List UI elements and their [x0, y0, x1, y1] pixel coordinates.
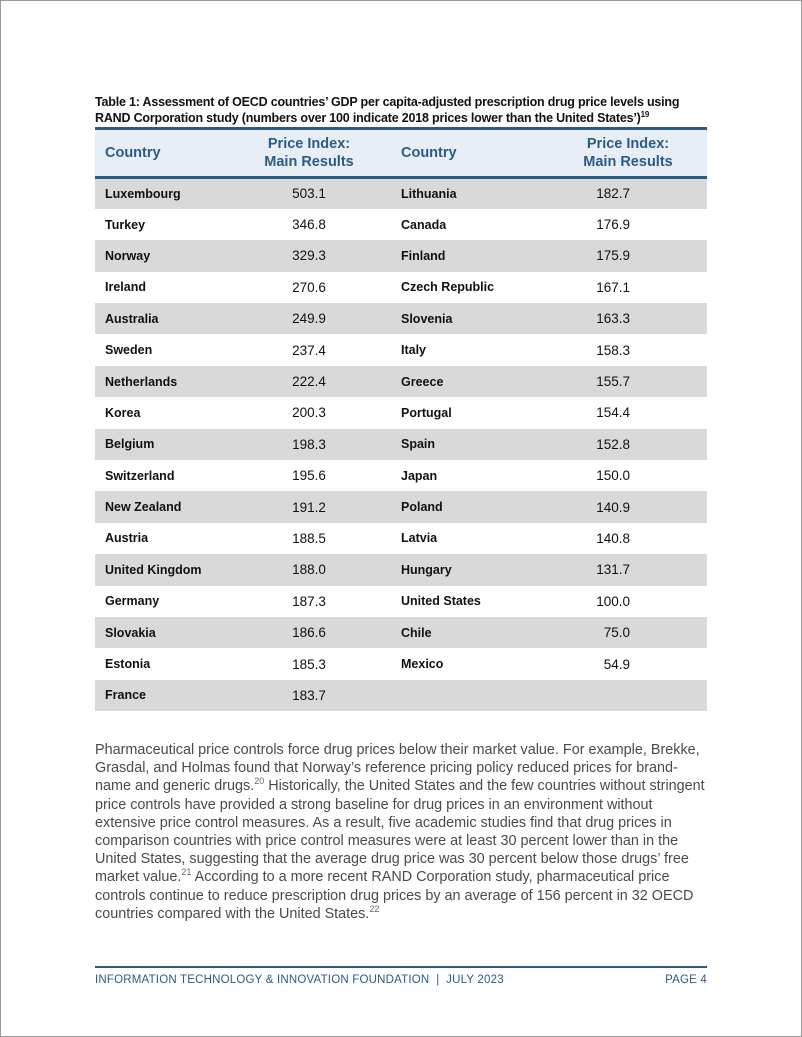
country-cell: Turkey — [105, 217, 146, 232]
price-index-cell: 270.6 — [292, 279, 326, 295]
price-index-cell: 222.4 — [292, 374, 326, 390]
price-index-cell: 154.4 — [596, 405, 630, 421]
table-row — [95, 240, 707, 271]
price-index-cell: 176.9 — [596, 217, 630, 233]
price-index-cell: 183.7 — [292, 687, 326, 703]
country-cell: Belgium — [105, 437, 155, 452]
country-cell: United States — [401, 594, 481, 609]
country-cell: Sweden — [105, 343, 153, 358]
price-index-cell: 158.3 — [596, 342, 630, 358]
price-index-cell: 175.9 — [596, 248, 630, 264]
table-row — [95, 586, 707, 617]
table-row — [95, 491, 707, 522]
table-row — [95, 209, 707, 240]
table-row — [95, 397, 707, 428]
price-index-cell: 188.5 — [292, 530, 326, 546]
country-cell: Norway — [105, 248, 151, 263]
country-cell: Hungary — [401, 562, 452, 577]
price-index-table-container — [95, 127, 707, 711]
table-row — [95, 554, 707, 585]
country-cell: Lithuania — [401, 186, 457, 201]
table-row — [95, 617, 707, 648]
table-body — [95, 178, 707, 712]
table-header-row — [95, 129, 707, 178]
country-cell: Estonia — [105, 657, 151, 672]
country-cell: Finland — [401, 248, 446, 263]
table-row — [95, 272, 707, 303]
country-cell: Switzerland — [105, 468, 175, 483]
price-index-cell: 195.6 — [292, 468, 326, 484]
header-price-index-right: Price Index: Main Results — [583, 136, 673, 170]
table-row — [95, 366, 707, 397]
country-cell: Austria — [105, 531, 149, 546]
table-row — [95, 523, 707, 554]
header-country-left: Country — [105, 145, 161, 161]
price-index-cell: 75.0 — [603, 625, 630, 641]
country-cell: Slovenia — [401, 311, 453, 326]
table-caption: Table 1: Assessment of OECD countries’ GDP per capita-adjusted prescription drug price levels using RAND Corporation study (numbers over 100 indicate 2018 prices lower than the United States’)$^{19}$ — [95, 95, 680, 125]
country-cell: Ireland — [105, 280, 146, 295]
caption-footnote: 19 — [640, 110, 650, 119]
price-index-cell: 329.3 — [292, 248, 326, 264]
header-country-right: Country — [401, 145, 457, 161]
country-cell: United Kingdom — [105, 562, 202, 577]
country-cell: Latvia — [401, 531, 438, 546]
country-cell: Slovakia — [105, 625, 156, 640]
price-index-cell: 100.0 — [596, 593, 630, 609]
table-row — [95, 303, 707, 334]
country-cell: Germany — [105, 594, 160, 609]
price-index-cell: 191.2 — [292, 499, 326, 515]
table-row — [95, 460, 707, 491]
price-index-cell: 185.3 — [292, 656, 326, 672]
country-cell: Netherlands — [105, 374, 178, 389]
country-cell: Greece — [401, 374, 444, 389]
price-index-cell: 188.0 — [292, 562, 326, 578]
country-cell: Australia — [105, 311, 159, 326]
price-index-cell: 131.7 — [596, 562, 630, 578]
country-cell: Luxembourg — [105, 186, 181, 201]
price-index-cell — [549, 680, 707, 711]
country-cell: Spain — [401, 437, 436, 452]
table-row — [95, 178, 707, 209]
country-cell: France — [105, 688, 146, 703]
price-index-cell: 163.3 — [596, 311, 630, 327]
price-index-cell: 503.1 — [292, 186, 326, 202]
price-index-cell: 155.7 — [596, 374, 630, 390]
country-cell: Czech Republic — [401, 280, 495, 295]
price-index-cell: 187.3 — [292, 593, 326, 609]
footnote-ref-21: 21 — [181, 867, 192, 878]
price-index-cell: 249.9 — [292, 311, 326, 327]
header-price-index-left: Price Index: Main Results — [264, 136, 354, 170]
price-index-cell: 200.3 — [292, 405, 326, 421]
price-index-cell: 346.8 — [292, 217, 326, 233]
country-cell: Italy — [401, 343, 427, 358]
country-cell: Chile — [401, 625, 432, 640]
country-cell — [391, 680, 549, 711]
price-index-cell: 186.6 — [292, 625, 326, 641]
country-cell: Japan — [401, 468, 438, 483]
price-index-cell: 54.9 — [603, 656, 630, 672]
country-cell: Poland — [401, 500, 443, 515]
price-index-cell: 140.8 — [596, 530, 630, 546]
price-index-cell: 167.1 — [596, 279, 630, 295]
price-index-cell: 152.8 — [596, 436, 630, 452]
table-row — [95, 334, 707, 365]
country-cell: Korea — [105, 405, 141, 420]
price-index-cell: 150.0 — [596, 468, 630, 484]
country-cell: Portugal — [401, 405, 452, 420]
table-row — [95, 680, 707, 711]
country-cell: Mexico — [401, 657, 444, 672]
table-row — [95, 648, 707, 679]
price-index-cell: 237.4 — [292, 342, 326, 358]
country-cell: Canada — [401, 217, 447, 232]
price-index-cell: 140.9 — [596, 499, 630, 515]
country-cell: New Zealand — [105, 500, 182, 515]
body-paragraph: Pharmaceutical price controls force drug prices below their market value. For example, Brekke, Grasdal, and Holmas found that Norway’s reference pricing policy reduced prices for brand-name and generic drugs.$^{20}$ Historically, the United States and the few countries without stringent price controls have provided a strong baseline for drug prices in an environment without extensive price control measures. As a result, five academic studies find that drug prices in comparison countries with price control measures were at least 30 percent lower than in the United States, suggesting that the average drug price was 30 percent below those drugs’ free market value.$^{21}$ According to a more recent RAND Corporation study, pharmaceutical price controls continue to reduce prescription drug prices by an average of 156 percent in 32 OECD countries compared with the United States.$^{22}$ — [95, 742, 705, 922]
footer-organization-date: INFORMATION TECHNOLOGY & INNOVATION FOUNDATION | JULY 2023 — [95, 974, 504, 986]
footer-divider — [95, 966, 707, 968]
price-index-cell: 182.7 — [596, 186, 630, 202]
footnote-ref-22: 22 — [369, 903, 380, 914]
footnote-ref-20: 20 — [254, 776, 265, 787]
price-index-table — [95, 127, 707, 711]
footer-page-number: PAGE 4 — [665, 974, 707, 986]
price-index-cell: 198.3 — [292, 436, 326, 452]
table-row — [95, 429, 707, 460]
